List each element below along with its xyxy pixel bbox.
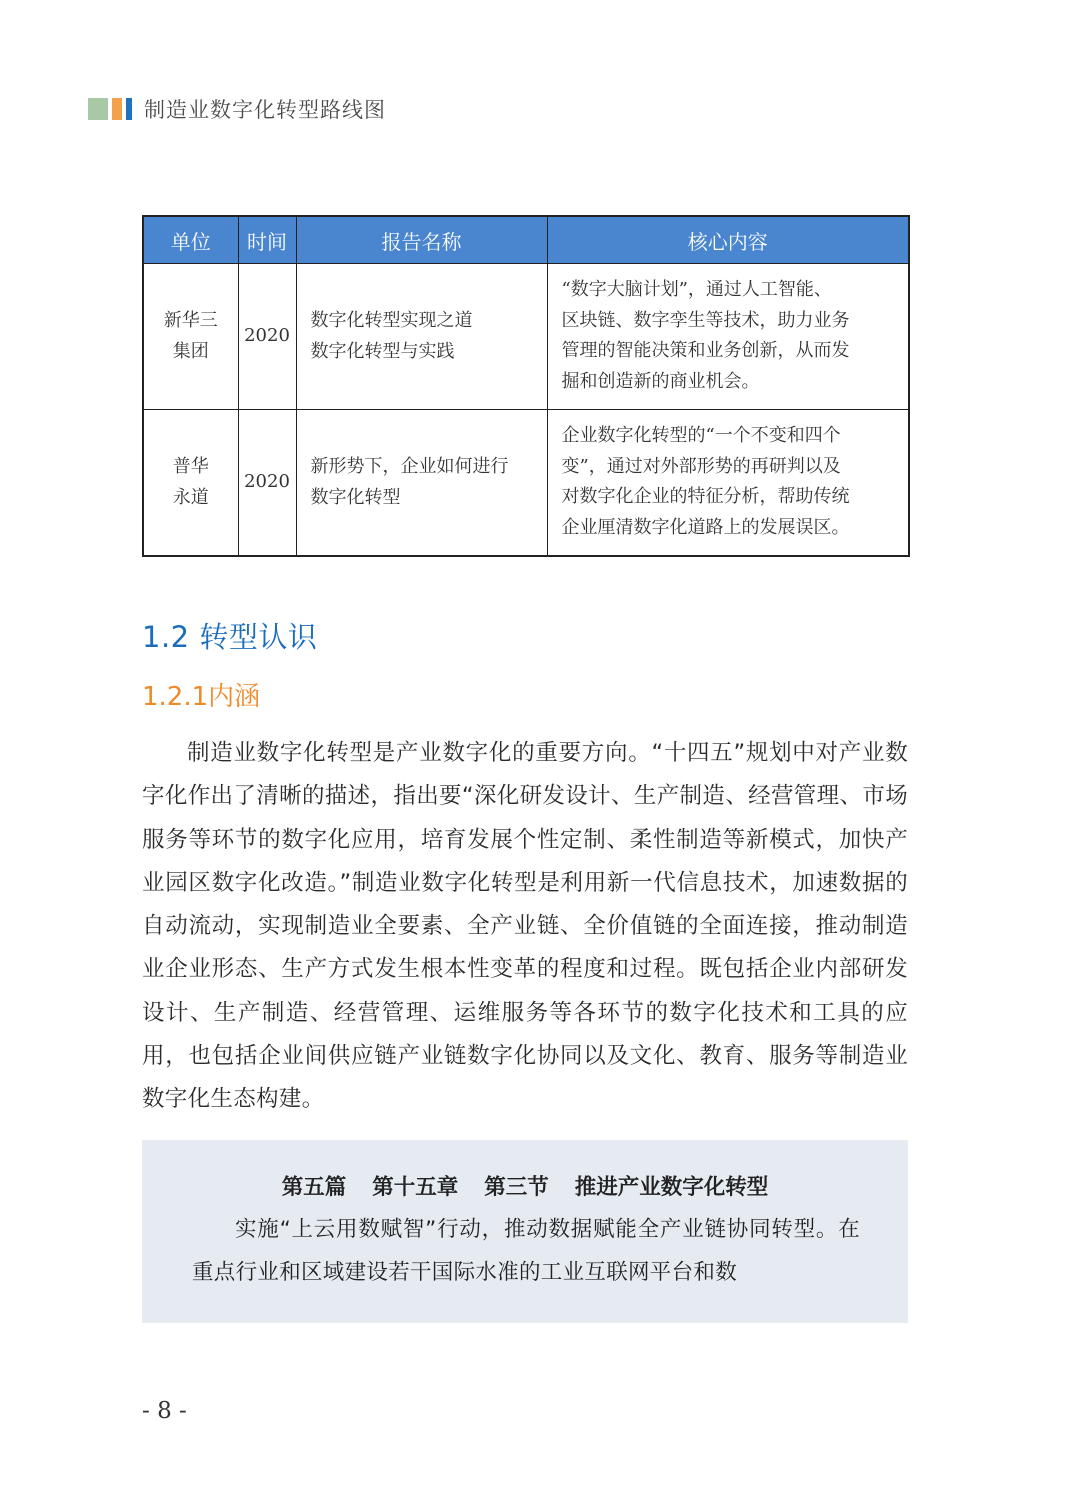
- header-core-content: 核心内容: [547, 216, 909, 264]
- table-header-row: [143, 216, 909, 264]
- excerpt-title: 第五篇 第十五章 第三节 推进产业数字化转型: [281, 1175, 769, 1200]
- header-orange-block: [112, 98, 122, 120]
- page-number: - 8 -: [142, 1398, 187, 1424]
- body-paragraph: 制造业数字化转型是产业数字化的重要方向。“十四五”规划中对产业数字化作出了清晰的描述，指出要“深化研发设计、生产制造、经营管理、市场服务等环节的数字化应用，培育发展个性定制、柔性制造等新模式，加快产业园区数字化改造。”制造业数字化转型是利用新一代信息技术，加速数据的自动流动，实现制造业全要素、全产业链、全价值链的全面连接，推动制造业企业形态、生产方式发生根本性变革的程度和过程。既包括企业内部研发设计、生产制造、经营管理、运维服务等各环节的数字化技术和工具的应用，也包括企业间供应链产业链数字化协同以及文化、教育、服务等制造业数字化生态构建。: [142, 740, 908, 1113]
- header-blue-block: [126, 98, 132, 120]
- header-green-block: [88, 98, 108, 120]
- cell-report-name: 新形势下，企业如何进行 数字化转型: [296, 410, 547, 557]
- cell-unit: 新华三 集团: [143, 264, 238, 410]
- cell-year: 2020: [238, 410, 296, 557]
- cell-year: 2020: [238, 264, 296, 410]
- header-year: 时间: [238, 216, 296, 264]
- cell-core-content: “数字大脑计划”，通过人工智能、 区块链、数字孪生等技术，助力业务 管理的智能决策和业务创新，从而发 掘和创造新的商业机会。: [547, 264, 909, 410]
- cell-unit: 普华 永道: [143, 410, 238, 557]
- cell-core-content: 企业数字化转型的“一个不变和四个 变”，通过对外部形势的再研判以及 对数字化企业的特征分析，帮助传统 企业厘清数字化道路上的发展误区。: [547, 410, 909, 557]
- running-header: [88, 96, 386, 122]
- table-row: [143, 264, 909, 410]
- cell-report-name: 数字化转型实现之道 数字化转型与实践: [296, 264, 547, 410]
- report-table: [142, 215, 910, 557]
- section-heading: 1.2 转型认识: [142, 620, 318, 654]
- subsection-heading: 1.2.1内涵: [142, 682, 261, 712]
- header-unit: 单位: [143, 216, 238, 264]
- book-title: 制造业数字化转型路线图: [144, 98, 386, 122]
- excerpt-text: 实施“上云用数赋智”行动，推动数据赋能全产业链协同转型。在重点行业和区域建设若干国际水准的工业互联网平台和数: [192, 1217, 860, 1285]
- table-row: [143, 410, 909, 557]
- header-report-name: 报告名称: [296, 216, 547, 264]
- policy-excerpt-box: [142, 1140, 908, 1323]
